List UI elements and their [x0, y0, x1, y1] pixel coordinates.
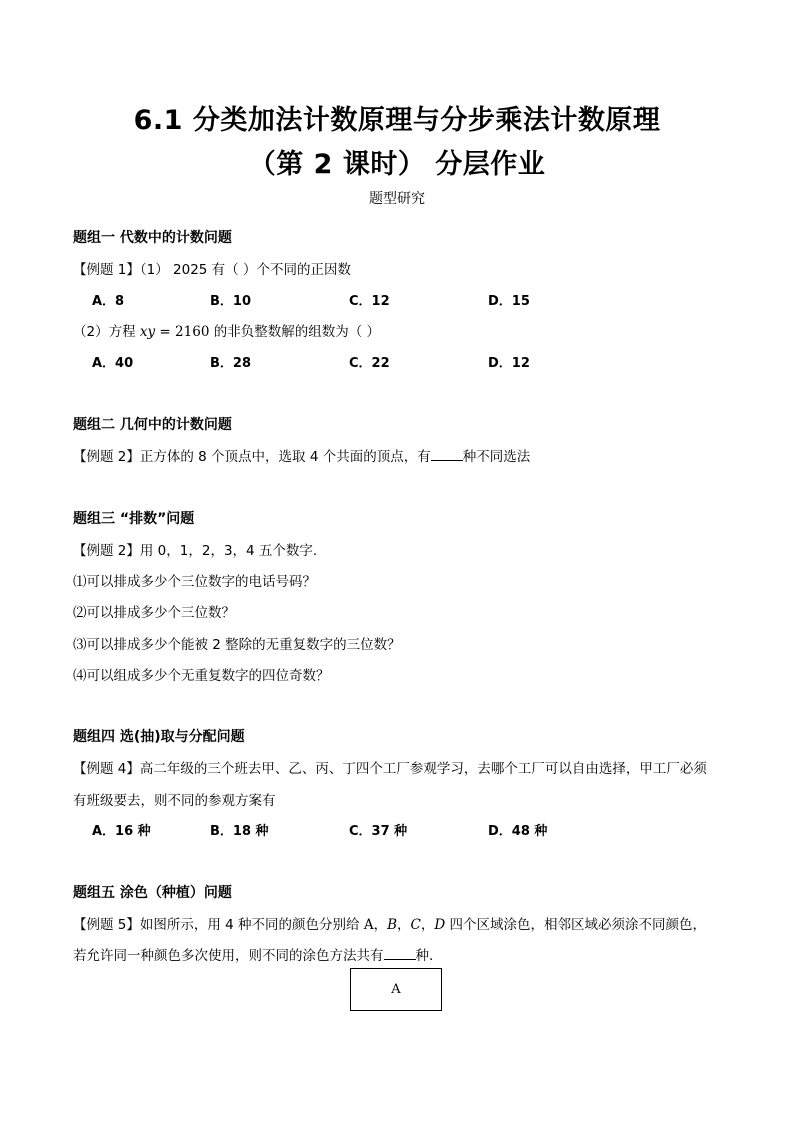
q1-option-b: B．10	[210, 294, 251, 309]
q2-prefix: （2）方程	[73, 324, 140, 340]
q4-option-d: D．48 种	[488, 824, 548, 839]
example5-line2-post: 种.	[415, 948, 434, 964]
region-d: D	[434, 917, 446, 933]
answer-blank	[431, 448, 463, 461]
sep-1: ，	[373, 917, 388, 933]
q2-option-c: C．22	[349, 356, 390, 371]
example3-statement: 用 0，1，2，3，4 五个数字.	[139, 543, 318, 559]
region-a: A	[363, 917, 374, 933]
q2-option-d: D．12	[488, 356, 530, 371]
q1-option-a: A．8	[92, 294, 125, 309]
example1-q1-text: （1） 2025 有（ ）个不同的正因数	[139, 262, 351, 278]
example2-text-pre: 正方体的 8 个顶点中，选取 4 个共面的顶点，有	[139, 449, 431, 465]
example3-label: 【例题 2】	[73, 543, 140, 559]
example3-item-2: ⑵可以排成多少个三位数？	[73, 605, 235, 621]
answer-blank	[384, 947, 416, 960]
q2-suffix: 的非负整数解的组数为（ ）	[209, 324, 380, 340]
q2-option-a: A．40	[92, 356, 134, 371]
group2-heading: 题组二 几何中的计数问题	[73, 417, 232, 433]
q4-option-c: C．37 种	[349, 824, 408, 839]
coloring-figure-region-a: A	[350, 968, 442, 1011]
example4-text-1: 高二年级的三个班去甲、乙、丙、丁四个工厂参观学习，去哪个工厂可以自由选择，甲工厂必须	[139, 761, 707, 777]
example1-question2	[73, 320, 380, 340]
q1-option-d: D．15	[488, 294, 530, 309]
sep-3: ，	[420, 917, 435, 933]
group4-heading: 题组四 选(抽)取与分配问题	[73, 729, 245, 745]
q4-option-b: B．18 种	[210, 824, 269, 839]
example5-line2	[73, 944, 433, 964]
q2-equals: =	[155, 324, 176, 340]
example5-line2-pre: 若允许同一种颜色多次使用，则不同的涂色方法共有	[73, 948, 384, 964]
group5-heading: 题组五 涂色（种植）问题	[73, 885, 232, 901]
example5-text-post: 四个区域涂色，相邻区域必须涂不同颜色，	[445, 917, 706, 933]
example2-label: 【例题 2】	[73, 449, 140, 465]
example4-line1	[73, 757, 707, 777]
page-subtitle: 题型研究	[369, 191, 425, 207]
region-c: C	[410, 917, 421, 933]
example1-label: 【例题 1】	[73, 262, 140, 278]
example4-line2: 有班级要去，则不同的参观方案有	[73, 793, 276, 809]
group1-heading: 题组一 代数中的计数问题	[73, 230, 232, 246]
group3-heading: 题组三 “排数”问题	[73, 511, 195, 527]
q2-option-b: B．28	[210, 356, 251, 371]
example2-text	[73, 445, 530, 465]
q4-option-a: A．16 种	[92, 824, 151, 839]
sep-2: ，	[397, 917, 411, 933]
example4-label: 【例题 4】	[73, 761, 140, 777]
page-title-line2: （第 2 课时） 分层作业	[248, 149, 546, 180]
q2-number: 2160	[175, 324, 210, 340]
q1-option-c: C．12	[349, 294, 390, 309]
example3-text	[73, 539, 317, 559]
example1-question1	[73, 258, 351, 278]
example5-label: 【例题 5】	[73, 917, 140, 933]
q2-variable: xy	[139, 324, 156, 340]
example5-line1	[73, 913, 706, 933]
example2-text-post: 种不同选法	[462, 449, 531, 465]
page-title-line1: 6.1 分类加法计数原理与分步乘法计数原理	[133, 105, 661, 136]
example3-item-1: ⑴可以排成多少个三位数字的电话号码？	[73, 574, 316, 590]
example3-item-3: ⑶可以排成多少个能被 2 整除的无重复数字的三位数？	[73, 637, 401, 653]
region-b: B	[387, 917, 398, 933]
example3-item-4: ⑷可以组成多少个无重复数字的四位奇数？	[73, 668, 330, 684]
example5-text-pre: 如图所示，用 4 种不同的颜色分别给	[139, 917, 364, 933]
